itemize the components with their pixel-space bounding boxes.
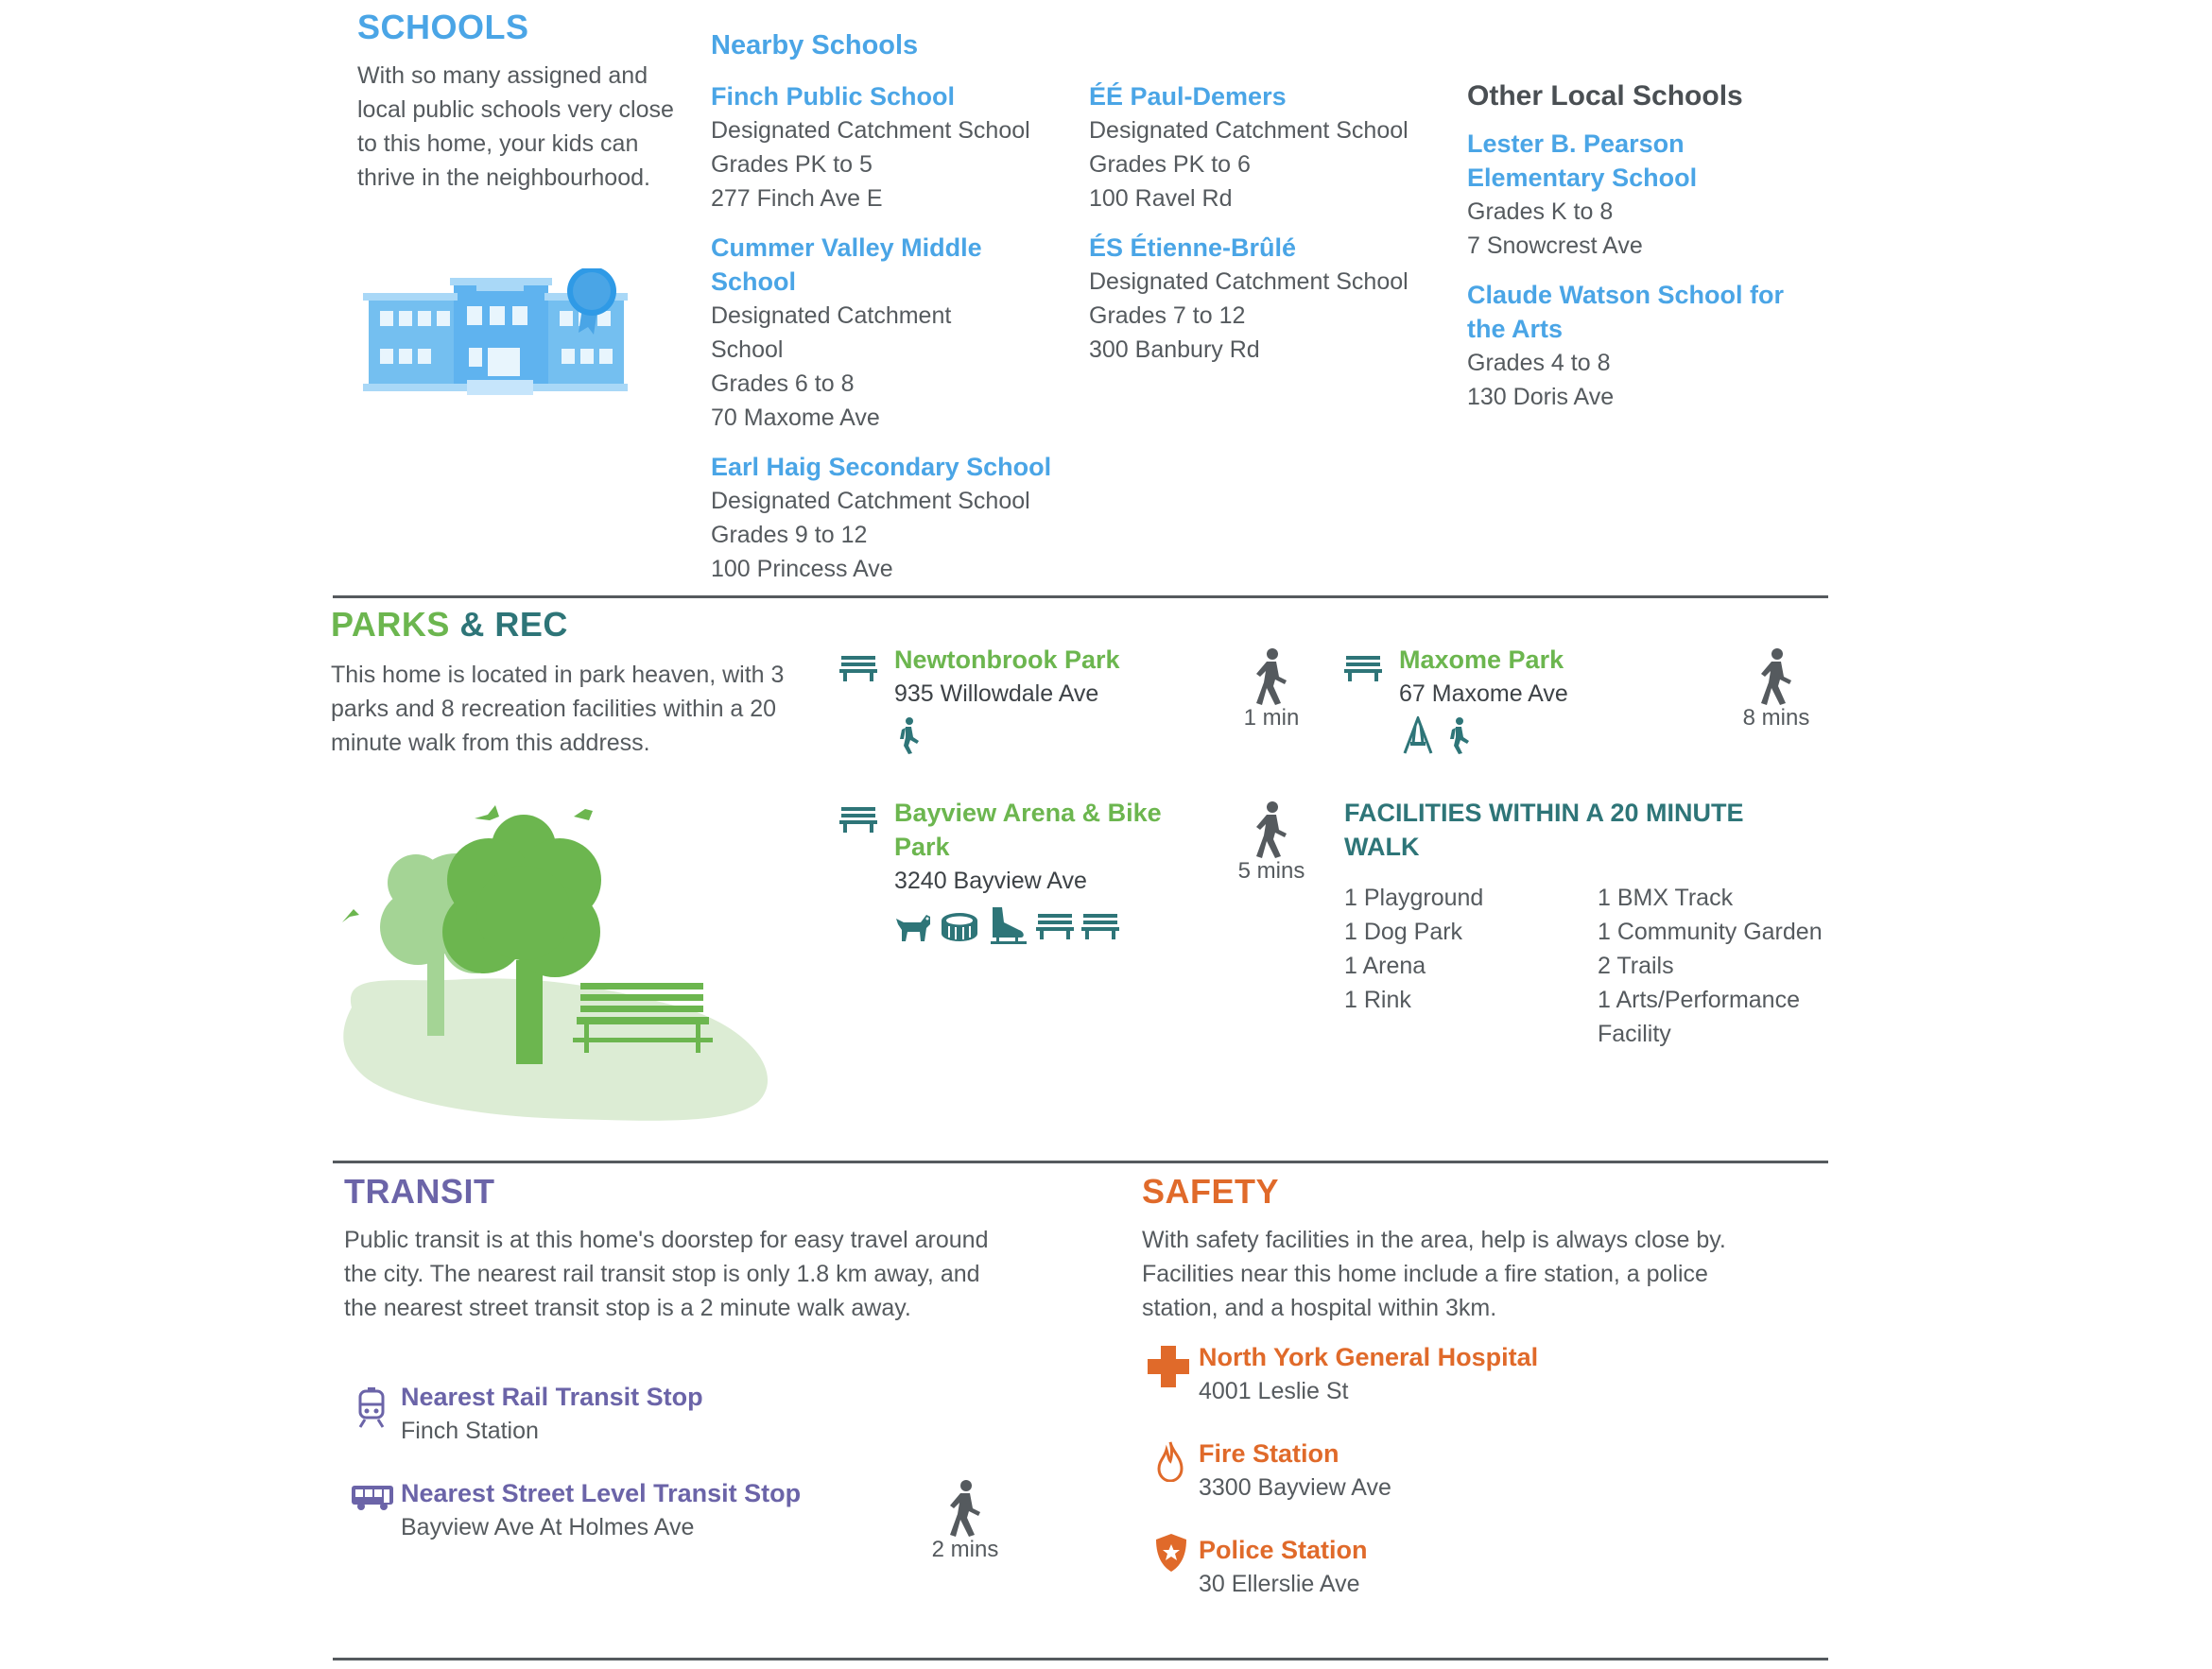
walking-person-icon <box>1757 648 1795 705</box>
school-building-icon <box>363 268 628 401</box>
walk-time-label: 2 mins <box>931 1537 999 1562</box>
school-grades: Grades 7 to 12 <box>1089 302 1246 329</box>
parks-title-b: & REC <box>449 605 568 644</box>
school-name[interactable]: ÉÉ Paul-Demers <box>1089 82 1287 111</box>
facility-item: 1 Rink <box>1344 987 1411 1013</box>
section-divider <box>333 1161 1108 1163</box>
walk-time-label: 1 min <box>1243 705 1300 731</box>
street-transit-label[interactable]: Nearest Street Level Transit Stop <box>401 1479 802 1507</box>
school-address: 130 Doris Ave <box>1467 384 1615 410</box>
hiking-icon <box>894 716 923 754</box>
school-type: Designated Catchment School <box>711 488 1030 514</box>
school-grades: Grades 4 to 8 <box>1467 350 1611 376</box>
school-grades: Grades PK to 5 <box>711 151 873 178</box>
transit-title: TRANSIT <box>344 1172 495 1211</box>
walk-time <box>1229 801 1314 885</box>
parks-description: This home is located in park heaven, with 3 parks and 8 recreation facilities within a 20 minute walk from this address. <box>331 662 785 756</box>
safety-title: SAFETY <box>1142 1172 1280 1211</box>
school-type: Designated Catchment School <box>711 302 952 363</box>
school-entry <box>1467 127 1732 263</box>
walking-person-icon <box>946 1480 984 1537</box>
school-address: 100 Ravel Rd <box>1089 185 1233 212</box>
rail-transit-label[interactable]: Nearest Rail Transit Stop <box>401 1383 703 1411</box>
parks-title-a: PARKS <box>331 605 450 644</box>
walk-time <box>1734 648 1819 731</box>
schools-column-3 <box>1467 79 1817 414</box>
rink-icon <box>940 909 979 943</box>
hospital-cross-icon <box>1148 1346 1189 1387</box>
school-address: 277 Finch Ave E <box>711 185 883 212</box>
walk-time-label: 5 mins <box>1237 858 1305 884</box>
skate-icon <box>987 905 1028 947</box>
school-type: Designated Catchment School <box>711 117 1030 144</box>
walk-time <box>923 1480 1008 1563</box>
dog-icon <box>894 909 932 943</box>
park-entry <box>894 643 1178 754</box>
fire-icon <box>1157 1440 1184 1482</box>
walk-time-label: 8 mins <box>1742 705 1810 731</box>
school-grades: Grades 6 to 8 <box>711 370 855 397</box>
school-name[interactable]: Lester B. Pearson Elementary School <box>1467 129 1698 192</box>
school-name[interactable]: Cummer Valley Middle School <box>711 233 982 296</box>
bus-icon <box>352 1484 395 1512</box>
rail-transit-value: Finch Station <box>401 1418 539 1444</box>
school-name[interactable]: Finch Public School <box>711 82 956 111</box>
facilities-column-1 <box>1344 881 1590 1017</box>
school-grades: Grades K to 8 <box>1467 198 1614 225</box>
train-icon <box>357 1387 386 1429</box>
street-transit-value: Bayview Ave At Holmes Ave <box>401 1514 695 1540</box>
facility-item: 1 Arts/Performance Facility <box>1598 987 1800 1047</box>
park-name[interactable]: Maxome Park <box>1399 645 1564 674</box>
park-address: 3240 Bayview Ave <box>894 868 1087 894</box>
schools-column-1 <box>711 79 1070 586</box>
hospital-entry <box>1199 1340 1538 1408</box>
school-grades: Grades 9 to 12 <box>711 522 868 548</box>
facility-item: 1 Playground <box>1344 885 1484 911</box>
section-divider <box>333 595 1828 598</box>
park-facility-icons <box>894 905 1187 947</box>
section-divider <box>1108 1161 1828 1163</box>
hiking-icon <box>1444 716 1473 754</box>
school-entry <box>711 450 1070 586</box>
bench-icon <box>839 654 877 682</box>
facilities-column-2 <box>1598 881 1824 1051</box>
school-name[interactable]: ÉS Étienne-Brûlé <box>1089 233 1297 262</box>
police-station-entry <box>1199 1533 1368 1601</box>
park-address: 67 Maxome Ave <box>1399 680 1568 707</box>
police-shield-icon <box>1155 1533 1187 1573</box>
school-address: 100 Princess Ave <box>711 556 893 582</box>
school-entry <box>1467 278 1817 414</box>
school-type: Designated Catchment School <box>1089 268 1408 295</box>
park-name[interactable]: Bayview Arena & Bike Park <box>894 799 1162 861</box>
bench-icon <box>1344 654 1382 682</box>
playground-swing-icon <box>1399 716 1437 754</box>
hospital-name[interactable]: North York General Hospital <box>1199 1343 1539 1371</box>
facilities-heading: FACILITIES WITHIN A 20 MINUTE WALK <box>1344 799 1744 861</box>
school-address: 70 Maxome Ave <box>711 404 880 431</box>
facility-item: 1 Community Garden <box>1598 919 1823 945</box>
school-entry <box>1089 231 1448 367</box>
police-station-address: 30 Ellerslie Ave <box>1199 1571 1360 1597</box>
school-entry <box>711 79 1070 215</box>
schools-title: SCHOOLS <box>357 8 529 46</box>
school-type: Designated Catchment School <box>1089 117 1408 144</box>
other-schools-heading: Other Local Schools <box>1467 80 1743 112</box>
school-address: 7 Snowcrest Ave <box>1467 232 1643 259</box>
park-facility-icons <box>894 716 1178 754</box>
schools-description: With so many assigned and local public schools very close to this home, your kids can thrive in the neighbourhood. <box>357 62 674 191</box>
bench-icon <box>839 805 877 834</box>
school-entry <box>1089 79 1448 215</box>
facility-item: 1 Dog Park <box>1344 919 1463 945</box>
school-entry <box>711 231 1023 435</box>
park-illustration <box>333 790 786 1130</box>
park-entry <box>894 796 1187 947</box>
fire-station-address: 3300 Bayview Ave <box>1199 1474 1391 1501</box>
park-entry <box>1399 643 1683 754</box>
walk-time <box>1229 648 1314 731</box>
school-grades: Grades PK to 6 <box>1089 151 1251 178</box>
school-address: 300 Banbury Rd <box>1089 336 1260 363</box>
park-name[interactable]: Newtonbrook Park <box>894 645 1120 674</box>
safety-description: With safety facilities in the area, help is always close by. Facilities near this home include a fire station, a police station, and a hospital within 3km. <box>1142 1227 1726 1321</box>
bench-icon <box>1036 912 1074 940</box>
bench-icon <box>1081 912 1119 940</box>
park-facility-icons <box>1399 716 1683 754</box>
parks-title <box>331 605 568 645</box>
school-name[interactable]: Claude Watson School for the Arts <box>1467 281 1785 343</box>
police-station-name[interactable]: Police Station <box>1199 1536 1368 1564</box>
nearby-schools-heading: Nearby Schools <box>711 30 919 60</box>
transit-description: Public transit is at this home's doorstep for easy travel around the city. The nearest rail transit stop is only 1.8 km away, and the nearest street transit stop is a 2 minute walk away. <box>344 1227 989 1321</box>
facility-item: 1 Arena <box>1344 953 1426 979</box>
hospital-address: 4001 Leslie St <box>1199 1378 1349 1404</box>
fire-station-entry <box>1199 1437 1391 1505</box>
street-transit-entry <box>401 1476 801 1544</box>
park-address: 935 Willowdale Ave <box>894 680 1099 707</box>
walking-person-icon <box>1253 648 1290 705</box>
section-divider <box>333 1658 1828 1660</box>
facility-item: 2 Trails <box>1598 953 1674 979</box>
schools-column-2 <box>1089 79 1448 367</box>
rail-transit-entry <box>401 1380 703 1448</box>
fire-station-name[interactable]: Fire Station <box>1199 1439 1339 1468</box>
school-name[interactable]: Earl Haig Secondary School <box>711 453 1052 481</box>
walking-person-icon <box>1253 801 1290 858</box>
facility-item: 1 BMX Track <box>1598 885 1734 911</box>
